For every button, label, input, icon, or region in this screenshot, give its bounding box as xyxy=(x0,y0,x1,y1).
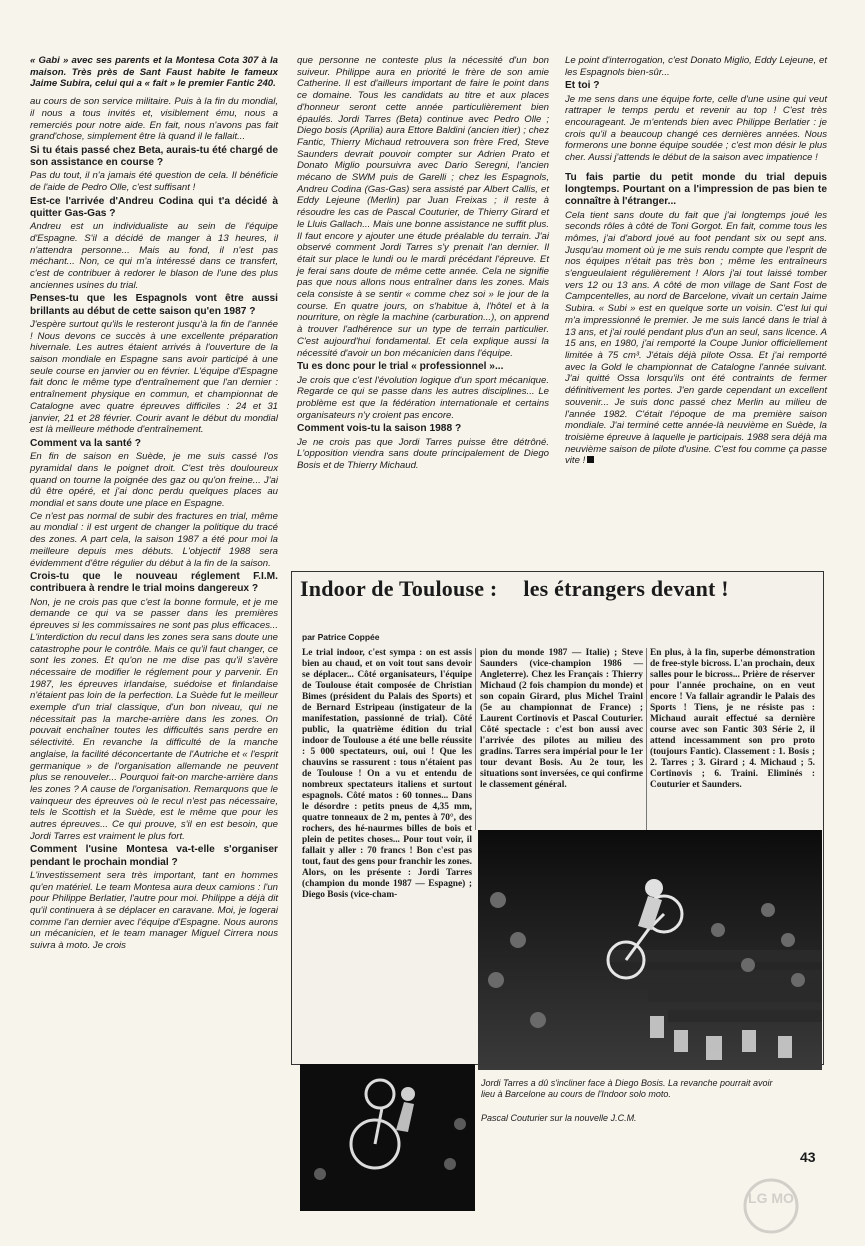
question: Comment va la santé ? xyxy=(30,437,141,449)
question: Est-ce l'arrivée d'Andreu Codina qui t'a décidé à quitter Gas-Gas ? xyxy=(30,195,278,220)
question: Si tu étais passé chez Beta, aurais-tu été chargé de son assistance en course ? xyxy=(30,144,278,169)
answer: Non, je ne crois pas que c'est la bonne formule, et je me demande ce qui va se passer dans les premières épreuves si les commissaires ne sont pas plus efficaces... L'interdiction du recul dans les zones sera sans doute une catastrophe pour le contrôle. Mais ce qu'il faut changer, ce sont les zones. Et qu'on ne me dise pas qu'il s'avère nécessaire de modifier le réglement pour y parvenir. En 1987, les épreuves irlandaise, suédoise et finlandaise n'étaient pas loin de la perfection. La Suède fut le meilleur exemple d'un trial classique, d'un bon niveau, qui ne nécessitait pas la marche-arrière dans les zones. On pouvait enchaîner toutes les difficultés sans perdre en sélectivité. En revanche la difficulté de la manche anglaise, la facilité déconcertante de l'Autriche et « l'esprit germanique » de l'organisation allemande ne peuvent plus se renouveler... Pourquoi fait-on marche-arrière dans les zones ? A cause de l'organisation. Remarquons que le vainqueur des épreuves où le recul n'est pas nécessaire, tels le Scottish et la Suède, est le même que pour les autres épreuves... Ce qui prouve, s'il en est besoin, que Jordi Tarres est vraiment le plus fort. xyxy=(30,596,278,842)
question: Et toi ? xyxy=(565,80,600,92)
answer: J'espère surtout qu'ils le resteront jusqu'à la fin de l'année ! Nous devons ce succès à une excellente préparation hivernale. Les autres étaient arrivés à l'ouverture de la saison mondiale en Espagne sans avoir participé à une seule course en janvier ou en février. L'équipe d'Espagne fait donc le même type d'entraînement que l'an dernier : entraînement physique en commun, et championnat de Catalogne avec quatre épreuves difficiles : 24 et 31 janvier, 21 et 28 février. Courir avant le début du mondial est là meilleure méthode d'entraînement. xyxy=(30,318,278,436)
question: Tu es donc pour le trial « professionnel »... xyxy=(297,361,504,373)
watermark-logo xyxy=(741,1176,801,1246)
question: Comment vois-tu la saison 1988 ? xyxy=(297,423,462,435)
box-title-right: les étrangers devant ! xyxy=(523,576,729,601)
article-column-3 xyxy=(565,55,827,468)
watermark-text: LG MO xyxy=(748,1190,794,1206)
answer: Je me sens dans une équipe forte, celle d'une usine qui veut rattraper le temps perdu et revenir au top ! C'est très encourageant. Je m'entends bien avec Philippe Berlatier : je crois qu'il a beaucoup changé ces dernières années. Nous formerons une bonne équipe soudée ; c'est mon désir le plus cher. Aussi j'attends le début de la saison avec impatience ! xyxy=(565,93,827,164)
article-column-2 xyxy=(297,55,549,473)
paragraph: que personne ne conteste plus la nécessité d'un bon suiveur. Philippe aura en priorité le frère de son amie Catherine. Il est d'ailleurs important de faire le point dans ce domaine. Tous les candidats au titre et aux places d'honneur seront cette année particulièrement bien épaulés. Jordi Tarres (Beta) continue avec Pedro Olle ; Diego bosis (Aprilia) aura Ettore Baldini (ancien itier) ; chez Fantic, Thierry Michaud retrouvera son frère Fred, Steve Saunders devrait pouvoir compter sur Adrien Prato et Donato Miglio poursuivra avec Dario Seregni, l'ancien mécano de SWM puis de Garelli ; chez les Espagnols, Andreu Codina (Gas-Gas) sera assisté par Albert Callis, et Eddy Lejeune (Merlin) par Juan Freixas ; il reste à résoudre les cas de Pascal Couturier, de Thierry Girard et le Lluis Gallach... Mais une bonne assistance ne suffit plus. Il faut encore y ajouter une étude préalable du terrain. J'ai observé comment Jordi Tarres s'y prenait l'an dernier. Il était sur place le lundi ou le mardi précédant l'épreuve. Et je ferai sans doute de même cette année. Cela ne signifie pas que nous allons nous entraîner dans les zones. Mais cela consiste à se sentir « comme chez soi » le jour de la course. En quatre jours, on s'habitue à, l'hôtel et à la nourriture, on règle la machine (carburation...), on apprend à trouver l'adhérence sur un type de terrain particulier. C'est aujourd'hui fondamental. Et cela explique aussi la nécessité d'avoir un bon mécanicien dans l'équipe. xyxy=(297,55,549,359)
box-column-1: Le trial indoor, c'est sympa : on est assis bien au chaud, et on voit tout sans devoir se déplacer... Côté organisateurs, l'équipe de Toulouse était composée de Christian Bimes (président du Palais des Sports) et de Bernard Estripeau (instigateur de la manifestation, passionné de trial). Côté public, la quatrième édition du trial indoor de Toulouse a été une belle réussite : 5 000 spectateurs, oui, oui ! Que les chauvins se rassurent : tous n'étaient pas de Toulouse ! On a vu et entendu de nombreux spectateurs italiens et surtout espagnols. Côté matos : 60 tonnes... Dans le désordre : petits pneus de 4,35 mm, quatre tonneaux de 2 m, pentes à 70°, des rochers, des hé-naurmes billes de bois et plein de petites choses... Pour tout voir, il fallait y aller : 70 francs ! Bon c'est pas tout, faut des gens pour franchir les zones. Alors, on les présente : Jordi Tarres (champion du monde 1987 — Espagne) ; Diego Bosis (vice-cham- xyxy=(302,648,472,900)
question: Comment l'usine Montesa va-t-elle s'organiser pendant le prochain mondial ? xyxy=(30,844,278,868)
answer: Pas du tout, il n'a jamais été question de cela. Il bénéficie de l'aide de Pedro Olle, c'est suffisant ! xyxy=(30,170,278,194)
answer: En fin de saison en Suède, je me suis cassé l'os pyramidal dans le poignet droit. C'est très douloureux quand on tourne la poignée des gaz ou qu'on freine... J'ai dû être opéré, et j'ai donc perdu quelques places au mondial et sans doute une place en Espagne. xyxy=(30,451,278,510)
page-number: 43 xyxy=(800,1149,816,1165)
answer xyxy=(565,210,827,467)
box-title xyxy=(300,576,729,602)
question: Crois-tu que le nouveau réglement F.I.M. contribuera à rendre le trial moins dangereux ? xyxy=(30,571,278,595)
column-divider xyxy=(475,648,476,830)
answer: Je ne crois pas que Jordi Tarres puisse être détrôné. L'opposition viendra sans doute principalement de Diego Bosis et de Thierry Michaud. xyxy=(297,436,549,471)
box-column-2: pion du monde 1987 — Italie) ; Steve Saunders (vice-champion 1986 — Angleterre). Chez les Français : Thierry Michaud (2 fois champion du monde) et son copain Girard, plus Michel Trainl (5e au championnat de France) ; Laurent Cortinovis et Pascal Couturier. Côté spectacle : c'est bon aussi avec l'arrivée des pilotes au milieu des gradins. Tarres sera impérial pour le 1er tour devant Bosis. Au 2e tour, les situations sont inversées, ce qui confirme le classement général. xyxy=(480,648,644,790)
photo-caption-tarres: Jordi Tarres a dû s'incliner face à Diego Bosis. La revanche pourrait avoir lieu à Barcelone au cours de l'Indoor solo moto. xyxy=(481,1078,773,1100)
answer: Je crois que c'est l'évolution logique d'un sport mécanique. Regarde ce qui se passe dans les autres disciplines... Le problème est que la fédération internationale et certains organisateurs n'y croient pas encore. xyxy=(297,374,549,421)
box-title-left: Indoor de Toulouse : xyxy=(300,576,498,601)
box-author: par Patrice Coppée xyxy=(302,632,380,642)
answer: L'investissement sera très important, tant en hommes qu'en matériel. Le team Montesa aura deux camions : l'un pour Philippe Berlatier, l'autre pour moi. Philippe a déjà dit qu'il continuera à se déplacer en caravane. Moi, je logerai comme l'an dernier avec l'équipe d'Espagne. Nous aurons un mécanicien, et le team manager Miguel Cirrera nous suivra à moto. Je crois xyxy=(30,869,278,952)
article-column-1 xyxy=(30,55,278,953)
answer-text: Cela tient sans doute du fait que j'ai longtemps joué les seconds rôles à côté de Toni Gorgot. En fait, comme tous les mômes, j'ai d'abord joué au foot pendant six ou sept ans. Jusqu'au moment où je me suis rendu compte que l'esprit de nos équipes n'était pas très bon ; même les entraîneurs s'engueulaient régulièrement ! Alors j'ai tout laissé tomber vers 12 ou 13 ans. A côté de mon village de Sant Fost de Campcentelles, au nord de Barcelone, vivait un certain Jaime Subira. « Subi » est en quelque sorte un voisin. C'est lui qui m'a impressionné le premier. Je me suis lancé dans le trial à 13 ans, et j'ai roulé pendant plus d'un an seul, sans licence. A 15 ans, en 1980, j'ai remporté la Coupe Junior officiellement limitée à 75 cm³. J'étais déjà pilote Ossa. Et j'ai remporté avec la Gold le championnat de Catalogne l'année suivant. J'ai quitté Ossa lorsqu'ils ont été contraints de fermer définitivement les portes. J'en garde cependant un excellent souvenir... Je suis donc passé chez Merlin au milieu de l'année 1982. C'était l'époque de ma première saison mondiale. J'ai terminé cette année-là neuvième en Suède, la troisième épreuve à laquelle je participais. 1988 sera déjà ma neuvième saison de pilote d'usine. C'est fou comme ça passe vite ! xyxy=(565,209,827,467)
column-divider xyxy=(646,648,647,830)
photo-indoor-trial xyxy=(478,830,822,1070)
question: Penses-tu que les Espagnols vont être aussi brillants au début de cette saison qu'en 1987 ? xyxy=(30,293,278,317)
photo-pascal-couturier xyxy=(300,1064,475,1211)
question: Tu fais partie du petit monde du trial depuis longtemps. Pourtant on a l'impression de pas bien te connaître à l'étranger... xyxy=(565,171,827,208)
end-mark xyxy=(587,456,594,463)
paragraph: au cours de son service militaire. Puis à la fin du mondial, il nous a tous invités et, visiblement ému, nous a remerciés pour notre aide. En fait, nous n'avons pas fait grand'chose, simplement être là quand il le fallait... xyxy=(30,96,278,143)
answer: Ce n'est pas normal de subir des fractures en trial, même au mondial : il est urgent de changer la politique du tracé des zones. A part cela, la saison 1987 a été pour moi la meilleure depuis mes débuts. L'objectif 1988 sera évidemment d'être régulier du début à la fin de la saison. xyxy=(30,510,278,569)
answer: Andreu est un individualiste au sein de l'équipe d'Espagne. S'il a décidé de manger à 13 heures, il n'attendra personne... Mais au fond, il n'est pas méchant... Non, ce qui m'a intéressé dans ce transfert, c'est de contribuer à redorer le blason de l'une des plus anciennes usines du trial. xyxy=(30,221,278,291)
photo-caption-gabi: « Gabi » avec ses parents et la Montesa Cota 307 à la maison. Très près de Sant Faust habite le fameux Jaime Subira, celui qui a « fait » le premier Fantic 240. xyxy=(30,55,278,90)
photo-caption-pascal: Pascal Couturier sur la nouvelle J.C.M. xyxy=(481,1113,637,1123)
paragraph: Le point d'interrogation, c'est Donato Miglio, Eddy Lejeune, et les Espagnols bien-sûr... xyxy=(565,55,827,78)
box-column-3: En plus, à la fin, superbe démonstration de free-style bicross. L'an prochain, deux salles pour le bicross... Prière de réserver pour l'année prochaine, on en veut encore ! Va fallair agrandir le Palais des Sports ! Tiens, je ne résiste pas : Michaud aurait effectué sa dernière course avec son Fantic 303 Série 2, il attend incessamment son pro proto (toujours Fantic). Classement : 1. Bosis ; 2. Tarres ; 3. Girard ; 4. Michaud ; 5. Cortinovis ; 6. Traini. Eliminés : Couturier et Saunders. xyxy=(650,648,815,790)
